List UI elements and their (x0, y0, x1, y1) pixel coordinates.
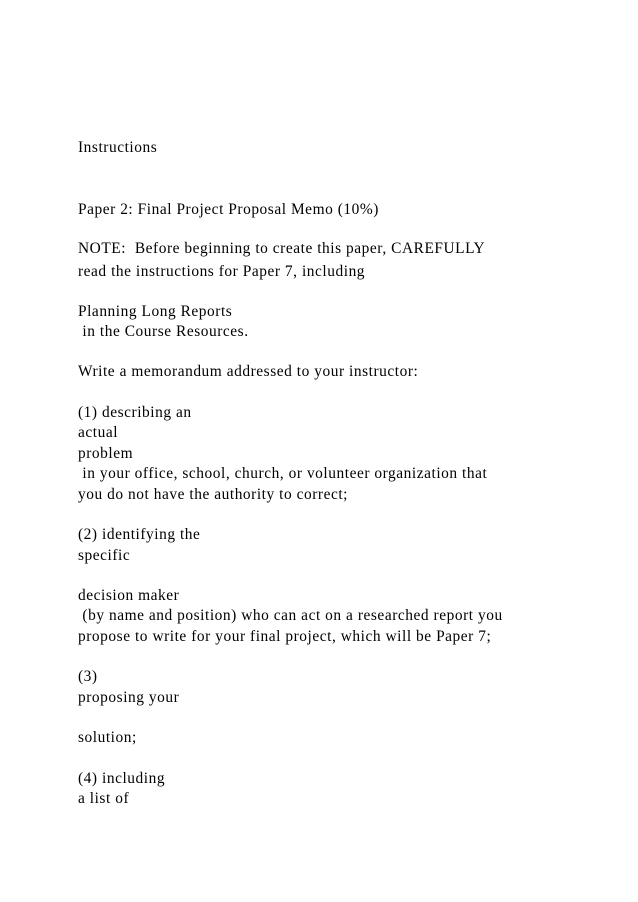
text-line: decision maker (78, 587, 180, 604)
text-line: Write a memorandum addressed to your instructor: (78, 363, 419, 380)
text-line: a list of (78, 790, 130, 807)
text-line: (1) describing an (78, 404, 192, 421)
text-line: read the instructions for Paper 7, including (78, 263, 366, 280)
text-line: proposing your (78, 689, 180, 706)
text-line: actual (78, 424, 119, 441)
text-line: specific (78, 547, 131, 564)
text-line: (2) identifying the (78, 526, 201, 543)
text-line: in your office, school, church, or volunteer organization that (78, 465, 488, 482)
text-line: you do not have the authority to correct; (78, 486, 349, 503)
text-line: in the Course Resources. (78, 323, 249, 340)
text-line: (3) (78, 668, 98, 685)
text-line: problem (78, 445, 134, 462)
text-line: NOTE: Before beginning to create this paper, CAREFULLY (78, 240, 486, 257)
paper-title: Paper 2: Final Project Proposal Memo (10%) (78, 201, 379, 218)
document-heading: Instructions (78, 139, 158, 156)
text-line: Planning Long Reports (78, 303, 233, 320)
text-line: (by name and position) who can act on a researched report you (78, 607, 503, 624)
text-line: (4) including (78, 770, 166, 787)
text-line: propose to write for your final project, which will be Paper 7; (78, 628, 492, 645)
text-line: solution; (78, 729, 137, 746)
